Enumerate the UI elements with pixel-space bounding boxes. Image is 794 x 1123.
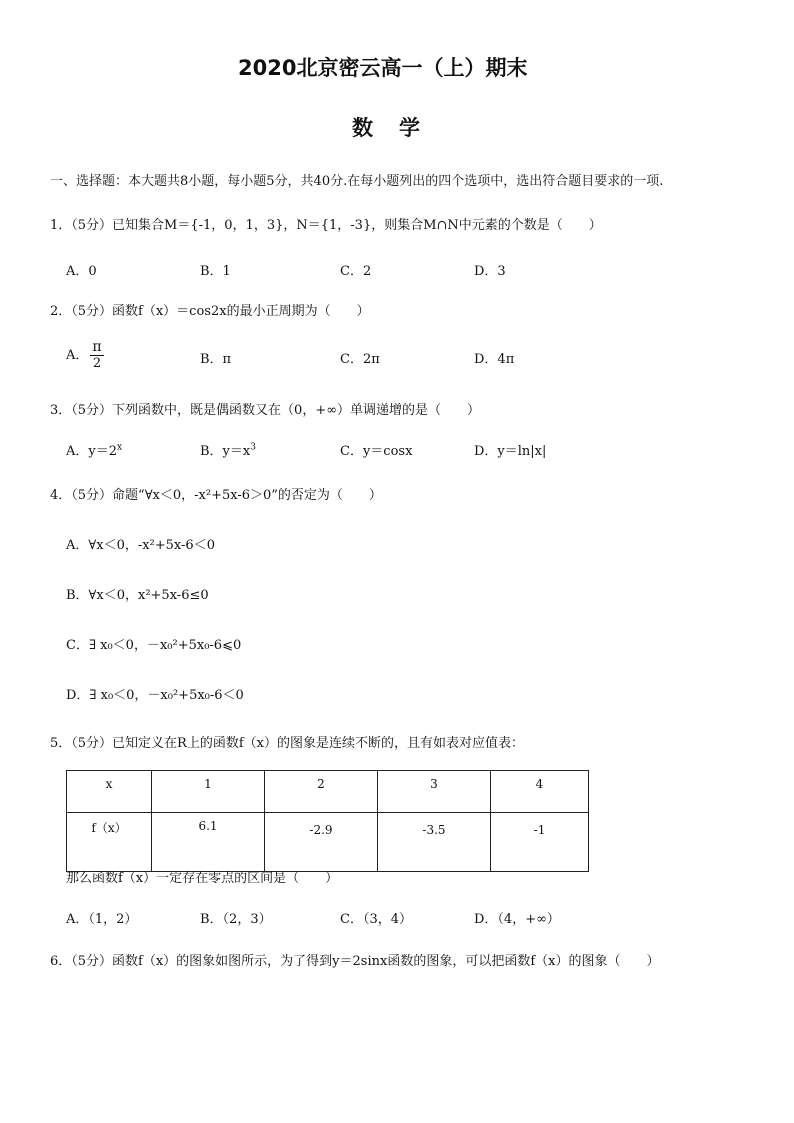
table-cell: 1 [152,771,265,813]
q1-option-a: A．0 [66,264,97,279]
q2-option-c: C．2π [340,352,380,367]
pi-over-2-fraction [90,340,103,371]
q5-option-a: A．（1，2） [66,912,138,927]
value-table [66,770,589,872]
question-5-stem: 5．（5分）已知定义在R上的函数f（x）的图象是连续不断的，且有如表对应值表： [50,736,524,751]
q3-option-d: D．y＝ln|x| [474,444,547,459]
q5-option-d: D．（4，+∞） [474,912,560,927]
question-6-stem: 6．（5分）函数f（x）的图象如图所示，为了得到y＝2sinx函数的图象，可以把函数f（x）的图象（ ） [50,954,660,969]
subject-title: 数学 [352,116,446,140]
fraction-numerator: π [92,339,102,355]
q4-option-d: D．∃ x₀＜0，－x₀²+5x₀-6＜0 [66,688,244,703]
q2-option-a-label: A． [66,348,89,363]
q5-option-b: B．（2，3） [200,912,272,927]
q2-option-b: B．π [200,352,232,367]
table-cell: 2 [265,771,378,813]
q4-option-a: A．∀x＜0，-x²+5x-6＜0 [66,538,215,553]
q3-option-a-exponent: x [117,442,123,453]
question-4-stem: 4．（5分）命题“∀x＜0，-x²+5x-6＞0”的否定为（ ） [50,488,382,503]
question-3-stem: 3．（5分）下列函数中，既是偶函数又在（0，+∞）单调递增的是（ ） [50,403,481,418]
table-header-row [67,771,589,813]
q1-option-d: D．3 [474,264,506,279]
q4-option-c: C．∃ x₀＜0，－x₀²+5x₀-6⩽0 [66,638,242,653]
question-2-stem: 2．（5分）函数f（x）＝cos2x的最小正周期为（ ） [50,304,370,319]
question-1-stem: 1．（5分）已知集合M＝{-1，0，1，3}，N＝{1，-3}，则集合M∩N中元素的个数是（ ） [50,218,602,233]
q2-option-a [66,340,104,371]
table-cell: 4 [491,771,589,813]
q3-option-b-exponent: 3 [250,442,256,453]
table-cell: f（x） [67,813,152,872]
table-cell: -3.5 [378,813,491,872]
q5-option-c: C．（3，4） [340,912,412,927]
q3-option-b [200,440,256,459]
fraction-denominator: 2 [92,356,102,371]
q3-option-b-text: B．y＝x [200,444,251,459]
q1-option-b: B．1 [200,264,231,279]
table-row [67,813,589,872]
q5-follow-text: 那么函数f（x）一定存在零点的区间是（ ） [66,871,339,886]
q3-option-a-text: A．y＝2 [66,444,118,459]
q4-option-b: B．∀x＜0，x²+5x-6≤0 [66,588,209,603]
table-cell: -1 [491,813,589,872]
q1-option-c: C．2 [340,264,372,279]
q3-option-a [66,440,122,459]
section-heading: 一、选择题：本大题共8小题，每小题5分，共40分.在每小题列出的四个选项中，选出符合题目要求的一项. [50,174,664,189]
table-cell: 6.1 [152,813,265,872]
q3-option-c: C．y＝cosx [340,444,413,459]
page-title: 2020北京密云高一（上）期末 [238,56,528,80]
table-cell: x [67,771,152,813]
q2-option-d: D．4π [474,352,515,367]
table-cell: -2.9 [265,813,378,872]
table-cell: 3 [378,771,491,813]
